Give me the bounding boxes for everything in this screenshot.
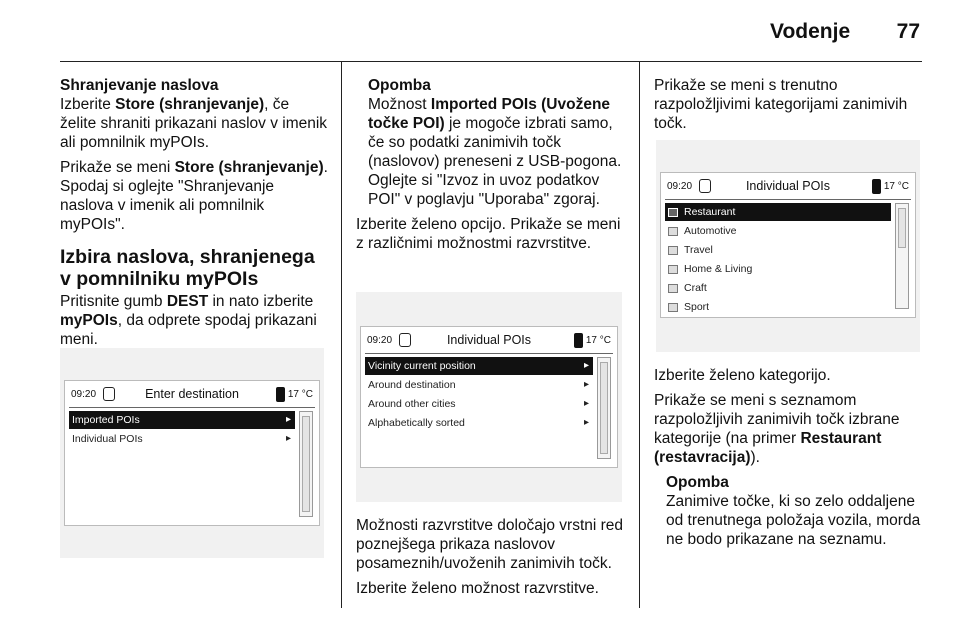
column-divider xyxy=(341,62,342,608)
menu-item[interactable]: Restaurant xyxy=(665,203,891,221)
menu-item[interactable]: Around other cities ▸ xyxy=(365,395,593,413)
column-divider xyxy=(639,62,640,608)
paragraph: Prikaže se meni s seznamom razpoložljivih zanimivih točk izbrane kategorije (na primer Restaurant (restavracija)). xyxy=(654,392,900,466)
screen-title: Enter destination xyxy=(145,387,239,401)
menu-item[interactable]: Travel xyxy=(665,241,891,259)
menu-item[interactable]: Home & Living xyxy=(665,260,891,278)
column-1 xyxy=(60,76,328,355)
chevron-right-icon: ▸ xyxy=(583,398,589,409)
subheading: Shranjevanje naslova xyxy=(60,77,219,94)
screen-title: Individual POIs xyxy=(745,179,831,193)
figure-poi-categories xyxy=(656,140,920,352)
figure-sort-options xyxy=(356,292,622,502)
note-block: Opomba Možnost Imported POIs (Uvožene točke POI) je mogoče izbrati samo, če so podatki zanimivih točk (naslovov) preneseni z USB-pogona. Oglejte si "Izvoz in uvoz podatkov POI" v poglavju "Uporaba" zgoraj. xyxy=(368,77,622,208)
automotive-icon xyxy=(668,227,678,236)
display-screen: 09:20 Individual POIs 17 °C Vicinity current position ▸ Around destination ▸ Around other cities ▸ Alphabetically sorted ▸ xyxy=(360,326,618,468)
page-header xyxy=(60,0,922,62)
scrollbar[interactable] xyxy=(299,411,313,517)
scrollbar[interactable] xyxy=(895,203,909,309)
craft-icon xyxy=(668,284,678,293)
thermometer-icon xyxy=(276,387,285,402)
travel-icon xyxy=(668,246,678,255)
column-2-lower xyxy=(356,516,626,604)
menu-item[interactable]: Vicinity current position ▸ xyxy=(365,357,593,375)
display-screen: 09:20 Enter destination 17 °C Imported POIs ▸ Individual POIs ▸ xyxy=(64,380,320,526)
home-icon xyxy=(668,265,678,274)
menu-item[interactable]: Imported POIs ▸ xyxy=(69,411,295,429)
menu-item[interactable]: Craft xyxy=(665,279,891,297)
column-2 xyxy=(356,76,626,259)
paragraph: Izberite želeno možnost razvrstitve. xyxy=(356,580,599,597)
chapter-title: Vodenje xyxy=(770,20,851,43)
menu-item[interactable]: Alphabetically sorted ▸ xyxy=(365,414,593,432)
paragraph: Pritisnite gumb DEST in nato izberite myPOIs, da odprete spodaj prikazani meni. xyxy=(60,293,317,348)
page-number: 77 xyxy=(896,20,920,43)
thermometer-icon xyxy=(872,179,881,194)
chevron-right-icon: ▸ xyxy=(583,379,589,390)
chevron-right-icon: ▸ xyxy=(583,417,589,428)
scrollbar[interactable] xyxy=(597,357,611,459)
column-3 xyxy=(654,76,926,139)
screen-title: Individual POIs xyxy=(446,333,532,347)
paragraph: Izberite Store (shranjevanje), če želite shraniti prikazani naslov v imenik ali pomnilnik myPOIs. xyxy=(60,96,328,151)
paragraph: Prikaže se meni s trenutno razpoložljivimi kategorijami zanimivih točk. xyxy=(654,77,908,132)
column-3-lower xyxy=(654,366,926,555)
paragraph: Izberite želeno kategorijo. xyxy=(654,367,831,384)
note-block: Opomba Zanimive točke, ki so zelo oddaljene od trenutnega položaja vozila, morda ne bodo prikazane na seznamu. xyxy=(666,474,921,548)
sport-icon xyxy=(668,303,678,312)
section-heading: Izbira naslova, shranjenega v pomnilniku myPOIs xyxy=(60,246,315,290)
paragraph: Prikaže se meni Store (shranjevanje). Spodaj si oglejte "Shranjevanje naslova v imenik ali pomnilnik myPOIs". xyxy=(60,159,328,233)
restaurant-icon xyxy=(668,208,678,217)
paragraph: Izberite želeno opcijo. Prikaže se meni z različnimi možnostmi razvrstitve. xyxy=(356,216,621,252)
thermometer-icon xyxy=(574,333,583,348)
chevron-right-icon: ▸ xyxy=(285,433,291,444)
menu-item[interactable]: Individual POIs ▸ xyxy=(69,430,295,448)
menu-item[interactable]: Sport xyxy=(665,298,891,316)
display-screen: 09:20 Individual POIs 17 °C Restaurant Automotive Travel Home & Living Craft Sport xyxy=(660,172,916,318)
chevron-right-icon: ▸ xyxy=(583,360,589,371)
chevron-right-icon: ▸ xyxy=(285,414,291,425)
paragraph: Možnosti razvrstitve določajo vrstni red poznejšega prikaza naslovov posameznih/uvoženih zanimivih točk. xyxy=(356,517,624,572)
menu-item[interactable]: Automotive xyxy=(665,222,891,240)
menu-item[interactable]: Around destination ▸ xyxy=(365,376,593,394)
figure-enter-destination xyxy=(60,348,324,558)
